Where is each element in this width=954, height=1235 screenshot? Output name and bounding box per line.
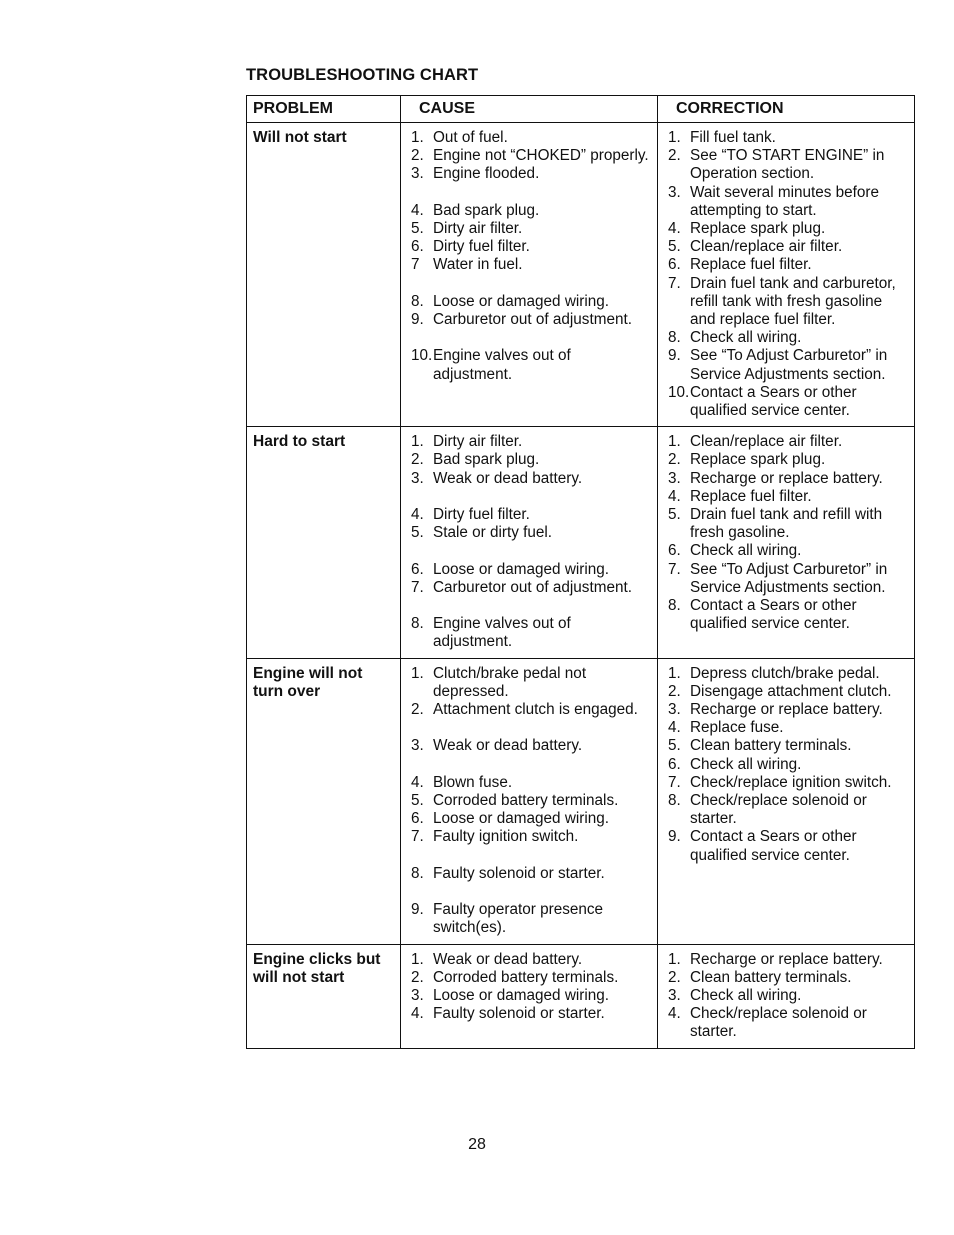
item-text: Recharge or replace battery. [690,701,883,719]
item-number: 2. [668,682,681,700]
problem-cell: Will not start [247,123,401,427]
list-item [407,665,653,701]
item-text: Drain fuel tank and refill with fresh gasoline. [690,506,883,542]
item-number: 6. [411,810,424,828]
list-item [407,774,653,792]
item-number: 5. [668,238,681,256]
item-number: 6. [668,542,681,560]
list-item [664,951,910,969]
list-item [664,597,910,633]
item-number: 8. [668,597,681,615]
list-item [407,347,653,383]
item-number: 2. [411,701,424,719]
item-number: 5. [668,506,681,524]
item-number: 3. [668,987,681,1005]
correction-cell [658,944,915,1048]
list-item [407,828,653,846]
item-number: 4. [668,220,681,238]
page-number: 28 [468,1136,486,1153]
item-number: 3. [668,183,681,201]
list-item [407,293,653,311]
item-text: Dirty fuel filter. [433,238,530,256]
item-text: Weak or dead battery. [433,469,583,487]
item-number: 7. [668,560,681,578]
list-item [407,256,653,274]
table-row [247,427,915,658]
problem-cell: Engine will not turn over [247,658,401,944]
item-number: 8. [668,329,681,347]
item-text: Contact a Sears or other qualified service center. [690,597,857,633]
item-number: 3. [668,701,681,719]
item-number: 2. [668,147,681,165]
item-text: Blown fuse. [433,773,513,791]
list-spacer [407,756,653,774]
item-number: 6. [411,560,424,578]
list-item [664,129,910,147]
item-number: 4. [411,773,424,791]
item-text: Engine not “CHOKED” properly. [433,147,649,165]
list-item [664,774,910,792]
item-text: Out of fuel. [433,129,508,146]
item-number: 1. [668,664,681,682]
item-number: 10. [411,347,433,365]
item-number: 2. [668,451,681,469]
list-item [407,737,653,755]
item-text: Check/replace ignition switch. [690,773,892,791]
item-text: Loose or damaged wiring. [433,560,610,578]
list-spacer [407,275,653,293]
item-text: Engine valves out of adjustment. [433,347,571,383]
list-spacer [407,719,653,737]
item-number: 7. [411,828,424,846]
item-number: 8. [411,864,424,882]
correction-header: CORRECTION [658,96,915,123]
list-item [407,810,653,828]
list-item [664,756,910,774]
item-number: 4. [668,1005,681,1023]
item-text: Carburetor out of adjustment. [433,311,632,328]
item-text: Recharge or replace battery. [690,950,883,968]
item-number: 9. [668,828,681,846]
list-item [407,129,653,147]
item-number: 3. [411,469,424,487]
list-item [407,951,653,969]
item-text: Check/replace solenoid or starter. [690,1005,867,1041]
item-text: Clutch/brake pedal not depressed. [433,664,587,700]
item-text: Check all wiring. [690,329,802,347]
item-text: Contact a Sears or other qualified service center. [690,383,857,420]
item-text: Recharge or replace battery. [690,469,883,487]
list-item [407,701,653,719]
item-text: Clean/replace air filter. [690,433,843,451]
item-text: Replace fuel filter. [690,487,812,505]
list-item [664,719,910,737]
table-row [247,944,915,1048]
list-spacer [407,597,653,615]
troubleshooting-table [246,95,915,1049]
cause-cell [401,427,658,658]
item-text: See “To Adjust Carburetor” in Service Adjustments section. [690,347,888,383]
item-number: 7. [668,773,681,791]
item-text: Weak or dead battery. [433,737,583,755]
item-text: Clean/replace air filter. [690,238,843,256]
item-text: Check all wiring. [690,542,802,560]
item-number: 3. [411,987,424,1005]
list-item [664,665,910,683]
item-number: 2. [411,451,424,469]
list-item [407,506,653,524]
item-text: Loose or damaged wiring. [433,810,610,828]
item-text: Weak or dead battery. [433,950,583,968]
list-item [407,901,653,937]
item-text: Bad spark plug. [433,451,540,469]
list-item [664,275,910,330]
item-text: See “TO START ENGINE” in Operation section. [690,147,885,183]
list-item [664,238,910,256]
item-number: 7 [411,256,420,274]
list-item [407,865,653,883]
item-number: 4. [668,487,681,505]
cause-cell [401,944,658,1048]
item-number: 2. [668,968,681,986]
item-text: Faulty solenoid or starter. [433,864,605,882]
item-number: 4. [411,201,424,219]
list-item [664,683,910,701]
correction-cell [658,658,915,944]
list-spacer [407,883,653,901]
list-item [664,1005,910,1041]
list-item [407,433,653,451]
item-text: Contact a Sears or other qualified service center. [690,828,857,864]
item-text: Loose or damaged wiring. [433,987,610,1005]
item-number: 1. [668,433,681,451]
item-number: 5. [411,524,424,542]
list-item [407,615,653,651]
item-text: Faulty solenoid or starter. [433,1005,605,1023]
list-item [664,147,910,183]
list-item [664,329,910,347]
item-number: 6. [668,755,681,773]
list-item [664,220,910,238]
table-body [247,123,915,1049]
item-number: 5. [411,792,424,810]
page-title: TROUBLESHOOTING CHART [246,66,479,84]
item-text: Loose or damaged wiring. [433,292,610,310]
table-row [247,123,915,427]
item-number: 6. [411,238,424,256]
list-spacer [407,847,653,865]
cause-header: CAUSE [401,96,658,123]
item-text: Drain fuel tank and carburetor, refill tank with fresh gasoline and replace fuel filter. [690,274,896,329]
item-number: 8. [411,615,424,633]
list-item [407,220,653,238]
item-text: Replace fuel filter. [690,256,812,274]
item-number: 5. [411,220,424,237]
item-number: 3. [668,469,681,487]
item-text: Disengage attachment clutch. [690,682,892,700]
list-item [664,561,910,597]
correction-cell [658,123,915,427]
list-item [664,828,910,864]
correction-cell [658,427,915,658]
list-item [407,969,653,987]
item-text: Check all wiring. [690,755,802,773]
item-text: Fill fuel tank. [690,129,776,146]
item-text: Corroded battery terminals. [433,792,619,810]
problem-cell: Hard to start [247,427,401,658]
item-number: 10. [668,383,690,401]
list-item [664,792,910,828]
item-text: Check/replace solenoid or starter. [690,792,867,828]
item-number: 7. [668,274,681,292]
list-item [407,1005,653,1023]
list-spacer [407,542,653,560]
problem-header: PROBLEM [247,96,401,123]
item-number: 3. [411,737,424,755]
list-item [664,184,910,220]
item-text: Attachment clutch is engaged. [433,701,638,719]
list-item [407,524,653,542]
item-text: Replace spark plug. [690,451,826,469]
item-text: Water in fuel. [433,256,523,274]
item-text: Clean battery terminals. [690,968,852,986]
list-spacer [407,329,653,347]
item-number: 4. [411,506,424,524]
list-item [664,384,910,420]
item-number: 1. [411,433,424,451]
list-item [407,165,653,183]
item-number: 2. [411,147,424,165]
item-text: Faulty operator presence switch(es). [433,901,604,937]
list-item [664,542,910,560]
item-number: 4. [668,719,681,737]
list-item [664,701,910,719]
item-number: 1. [668,950,681,968]
item-text: Engine valves out of adjustment. [433,615,571,651]
list-item [407,579,653,597]
item-text: Wait several minutes before attempting to start. [690,183,880,219]
item-text: Clean battery terminals. [690,737,852,755]
list-item [407,561,653,579]
item-number: 6. [668,256,681,274]
item-text: Engine flooded. [433,165,540,183]
item-text: Dirty air filter. [433,433,523,451]
cause-cell [401,658,658,944]
item-number: 5. [668,737,681,755]
list-item [664,451,910,469]
list-item [407,792,653,810]
list-item [664,506,910,542]
item-number: 2. [411,968,424,986]
list-item [664,470,910,488]
item-number: 8. [668,792,681,810]
list-spacer [407,184,653,202]
list-item [407,311,653,329]
item-number: 1. [411,950,424,968]
header-row [247,96,915,123]
item-number: 8. [411,292,424,310]
list-item [664,256,910,274]
item-number: 9. [411,901,424,919]
item-text: Stale or dirty fuel. [433,524,553,542]
list-item [664,987,910,1005]
item-text: Dirty air filter. [433,220,523,237]
list-item [664,347,910,383]
list-item [407,147,653,165]
item-text: Replace fuse. [690,719,784,737]
list-item [407,238,653,256]
list-item [664,488,910,506]
item-text: Corroded battery terminals. [433,968,619,986]
item-text: Faulty ignition switch. [433,828,579,846]
item-number: 9. [411,311,424,328]
item-text: Check all wiring. [690,987,802,1005]
list-item [664,433,910,451]
item-text: Bad spark plug. [433,201,540,219]
item-number: 3. [411,165,424,183]
item-text: Depress clutch/brake pedal. [690,664,880,682]
item-text: Carburetor out of adjustment. [433,578,632,596]
item-number: 1. [411,664,424,682]
problem-cell: Engine clicks but will not start [247,944,401,1048]
list-spacer [407,488,653,506]
item-text: See “To Adjust Carburetor” in Service Adjustments section. [690,560,888,596]
item-text: Replace spark plug. [690,220,826,238]
item-number: 4. [411,1005,424,1023]
list-item [407,987,653,1005]
list-item [407,451,653,469]
list-item [664,969,910,987]
cause-cell [401,123,658,427]
item-text: Dirty fuel filter. [433,506,530,524]
item-number: 1. [668,129,681,146]
list-item [664,737,910,755]
item-number: 7. [411,578,424,596]
table-row [247,658,915,944]
list-item [407,202,653,220]
item-number: 9. [668,347,681,365]
list-item [407,470,653,488]
item-number: 1. [411,129,424,146]
